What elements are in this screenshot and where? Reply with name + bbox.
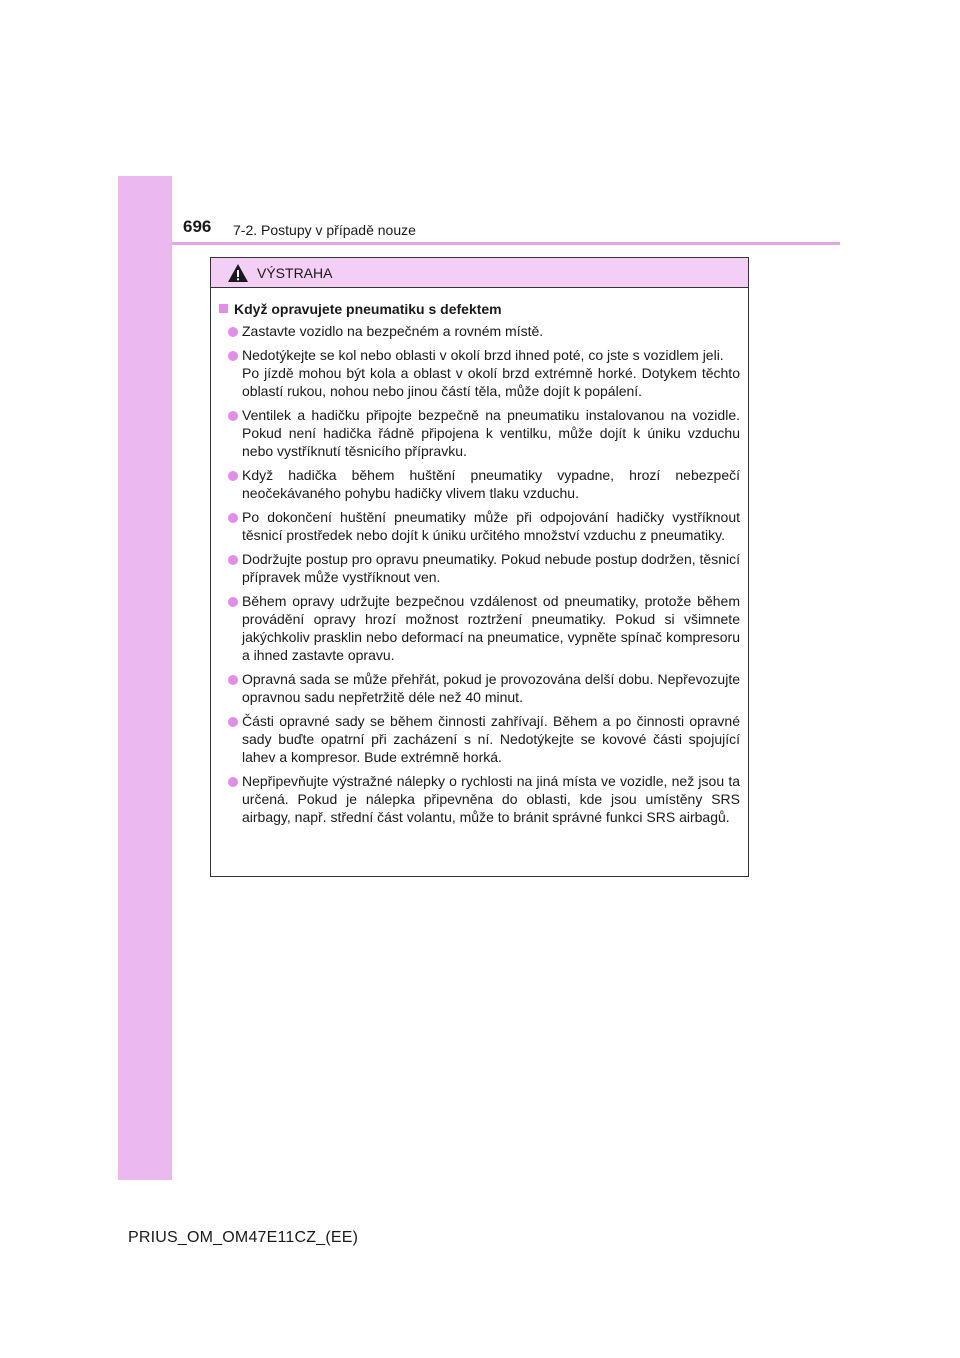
list-item-text: Během opravy udržujte bezpečnou vzdálenost od pneumatiky, protože během provádění opravy hrozí možnost roztržení pneumatiky. Pokud si všimnete jakýchkoliv prasklin nebo deformací na pneumatice, vypněte spínač kompresoru a ihned zastavte opravu. <box>242 593 740 663</box>
round-bullet-icon <box>228 471 238 481</box>
list-item-text: Ventilek a hadičku připojte bezpečně na pneumatiku instalovanou na vozidle. Pokud není hadička řádně připojena k ventilku, může dojít k úniku vzduchu nebo vystříknutí těsnicího přípravku. <box>242 407 740 459</box>
round-bullet-icon <box>228 351 238 361</box>
square-bullet-icon <box>219 304 228 313</box>
list-item <box>219 670 740 706</box>
page-number: 696 <box>183 217 212 236</box>
warning-label: VÝSTRAHA <box>257 265 333 281</box>
list-item-text: Nepřipevňujte výstražné nálepky o rychlosti na jiná místa ve vozidle, než jsou ta určená. Pokud je nálepka připevněna do oblasti, kde jsou umístěny SRS airbagy, např. střední část volantu, může to bránit správné funkci SRS airbagů. <box>242 773 740 825</box>
document-code: PRIUS_OM_OM47E11CZ_(EE) <box>128 1229 359 1246</box>
round-bullet-icon <box>228 675 238 685</box>
warning-subheading <box>219 300 740 318</box>
warning-header <box>211 258 748 288</box>
list-item <box>219 508 740 544</box>
list-item <box>219 322 740 340</box>
list-item-text: Po jízdě mohou být kola a oblast v okolí brzd extrémně horké. Dotykem těchto oblastí rukou, nohou nebo jinou částí těla, může dojít k popálení. <box>242 365 740 399</box>
list-item <box>219 550 740 586</box>
round-bullet-icon <box>228 411 238 421</box>
round-bullet-icon <box>228 597 238 607</box>
round-bullet-icon <box>228 327 238 337</box>
warning-list <box>219 322 740 826</box>
round-bullet-icon <box>228 777 238 787</box>
header-divider <box>172 242 840 245</box>
list-item-text: Dodržujte postup pro opravu pneumatiky. Pokud nebude postup dodržen, těsnicí přípravek může vystříknout ven. <box>242 551 740 585</box>
warning-subheading-text: Když opravujete pneumatiku s defektem <box>234 301 502 317</box>
warning-body <box>211 288 748 826</box>
list-item <box>219 346 740 400</box>
round-bullet-icon <box>228 555 238 565</box>
round-bullet-icon <box>228 717 238 727</box>
list-item-text: Nedotýkejte se kol nebo oblasti v okolí brzd ihned poté, co jste s vozidlem jeli. <box>242 347 724 363</box>
list-item-text: Opravná sada se může přehřát, pokud je provozována delší dobu. Nepřevozujte opravnou sadu nepřetržitě déle než 40 minut. <box>242 671 740 705</box>
list-item <box>219 592 740 664</box>
list-item-text: Po dokončení huštění pneumatiky může při odpojování hadičky vystříknout těsnicí prostředek nebo dojít k úniku určitého množství vzduchu z pneumatiky. <box>242 509 740 543</box>
warning-triangle-icon <box>227 263 249 283</box>
list-item <box>219 772 740 826</box>
list-item <box>219 466 740 502</box>
section-title: 7-2. Postupy v případě nouze <box>233 222 416 238</box>
warning-box <box>210 257 749 877</box>
chapter-sidebar-tab <box>118 176 172 1180</box>
list-item <box>219 712 740 766</box>
list-item <box>219 406 740 460</box>
list-item-text: Části opravné sady se během činnosti zahřívají. Během a po činnosti opravné sady buďte opatrní při zacházení s ní. Nedotýkejte se kovové části spojující lahev a kompresor. Bude extrémně horká. <box>242 713 740 765</box>
round-bullet-icon <box>228 513 238 523</box>
list-item-text: Zastavte vozidlo na bezpečném a rovném místě. <box>242 323 544 339</box>
list-item-text: Když hadička během huštění pneumatiky vypadne, hrozí nebezpečí neočekávaného pohybu hadičky vlivem tlaku vzduchu. <box>242 467 740 501</box>
